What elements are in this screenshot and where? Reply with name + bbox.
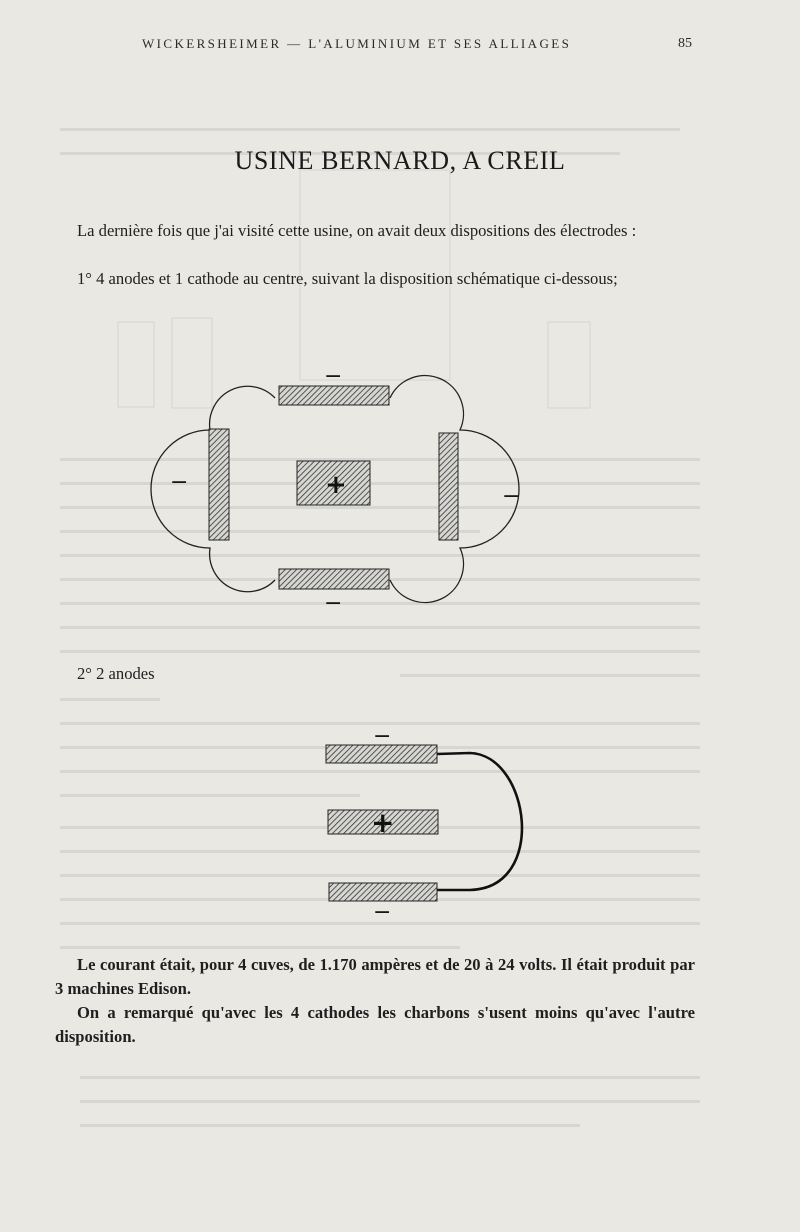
sign-center: + xyxy=(325,470,347,500)
paragraph-current xyxy=(55,953,695,1001)
sign-fig2-top: − xyxy=(373,724,392,749)
sign-top: − xyxy=(324,364,343,389)
paragraph-remark xyxy=(55,1001,695,1049)
paragraph-intro-text: La dernière fois que j'ai visité cette usine, on avait deux dispositions des électrodes : xyxy=(77,221,637,240)
paragraph-current-text: Le courant était, pour 4 cuves, de 1.170 ampères et de 20 à 24 volts. Il était produit par 3 machines Edison. xyxy=(55,955,695,998)
paragraph-second-arrangement: 2° 2 anodes xyxy=(77,664,155,683)
sign-fig2-middle: + xyxy=(371,806,395,839)
sign-left: − xyxy=(170,470,189,495)
paragraph-first-arrangement-text: 1° 4 anodes et 1 cathode au centre, suivant la disposition schématique ci-dessous; xyxy=(77,269,618,288)
page-number: 85 xyxy=(678,36,692,51)
sign-right: − xyxy=(502,484,521,509)
connector-wire xyxy=(437,753,522,890)
electrode-bottom xyxy=(329,883,437,901)
running-head: WICKERSHEIMER — L'ALUMINIUM ET SES ALLIAGES xyxy=(142,36,572,51)
paragraph-remark-text: On a remarqué qu'avec les 4 cathodes les charbons s'usent moins qu'avec l'autre disposition. xyxy=(55,1003,695,1046)
section-title: USINE BERNARD, A CREIL xyxy=(234,146,566,175)
sign-bottom: − xyxy=(324,591,343,616)
sign-fig2-bottom: − xyxy=(373,900,392,925)
